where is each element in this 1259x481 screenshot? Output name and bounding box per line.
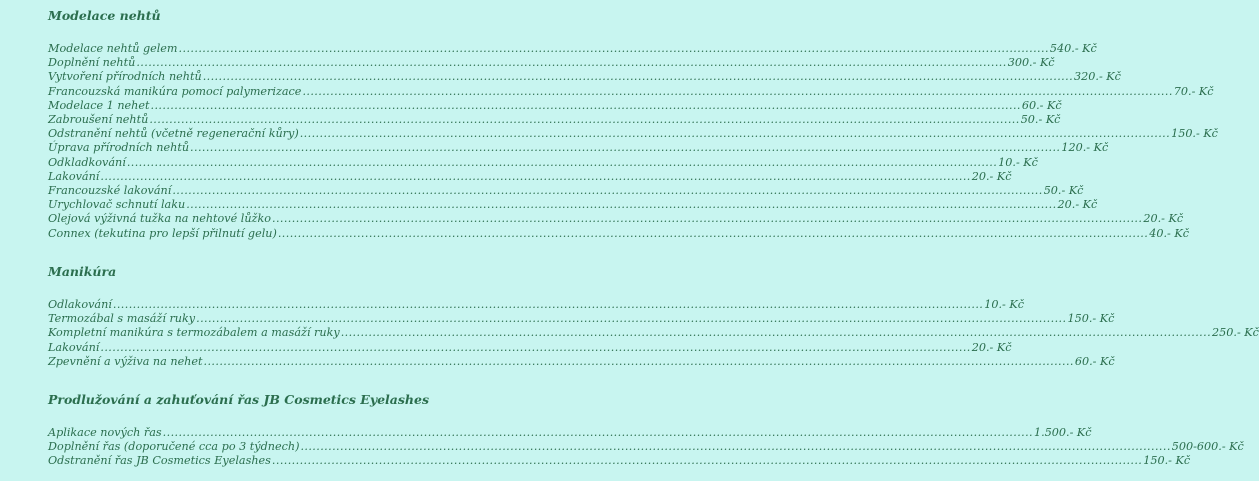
dot-leader: ............................................................................................................................................................................................................................ — [277, 226, 1149, 240]
service-price: 1.500.- Kč — [1034, 426, 1092, 439]
dot-leader: ............................................................................................................................................................................................................................ — [162, 426, 1034, 439]
service-price: 50.- Kč — [1020, 113, 1061, 127]
price-row — [48, 298, 1024, 312]
price-row — [48, 169, 1012, 184]
service-name: Lakování — [48, 340, 100, 354]
section-eyelashes — [48, 392, 1244, 469]
service-price: 60.- Kč — [1074, 354, 1115, 368]
service-price: 500-600.- Kč — [1171, 440, 1244, 454]
price-row — [48, 440, 1244, 454]
service-name: Francouzské lakování — [48, 184, 172, 198]
service-name: Odlakování — [48, 298, 112, 311]
service-name: Zabroušení nehtů — [48, 113, 149, 127]
service-price: 540.- Kč — [1049, 42, 1097, 55]
service-name: Connex (tekutina pro lepší přilnutí gelu) — [48, 226, 277, 240]
service-price: 150.- Kč — [1171, 127, 1218, 141]
service-name: Doplnění řas (doporučené cca po 3 týdnech) — [48, 440, 300, 454]
section-heading: Modelace nehtů — [48, 8, 161, 23]
service-price: 70.- Kč — [1173, 84, 1214, 98]
service-name: Zpevnění a výživa na nehet — [48, 354, 203, 368]
dot-leader: ............................................................................................................................................................................................................................ — [271, 212, 1143, 226]
price-row — [48, 326, 1259, 340]
section-nail-modeling — [48, 8, 1218, 241]
service-price: 10.- Kč — [984, 298, 1024, 311]
service-name: Aplikace nových řas — [48, 426, 162, 439]
dot-leader: ............................................................................................................................................................................................................................ — [100, 169, 971, 183]
service-price: 150.- Kč — [1143, 454, 1191, 468]
service-price: 60.- Kč — [1021, 98, 1062, 112]
service-name: Odkladkování — [48, 155, 126, 169]
dot-leader: ............................................................................................................................................................................................................................ — [126, 155, 998, 169]
service-price: 20.- Kč — [971, 169, 1012, 183]
price-row — [48, 454, 1191, 468]
service-price: 40.- Kč — [1149, 226, 1189, 240]
service-price: 250.- Kč — [1212, 326, 1259, 340]
dot-leader: ............................................................................................................................................................................................................................ — [172, 184, 1043, 198]
service-price: 20.- Kč — [1057, 198, 1098, 212]
price-row — [48, 84, 1214, 99]
section-heading: Manikúra — [48, 264, 117, 279]
service-name: Doplnění nehtů — [48, 56, 136, 70]
service-price: 300.- Kč — [1007, 56, 1055, 70]
price-row — [48, 354, 1115, 369]
service-name: Modelace nehtů gelem — [48, 42, 178, 55]
section-heading: Prodlužování a zahuťování řas JB Cosmetics Eyelashes — [48, 392, 430, 407]
dot-leader: ............................................................................................................................................................................................................................ — [202, 70, 1074, 84]
dot-leader: ............................................................................................................................................................................................................................ — [302, 84, 1173, 98]
service-price: 120.- Kč — [1061, 141, 1109, 155]
service-name: Úprava přírodních nehtů — [48, 141, 190, 155]
price-row — [48, 70, 1121, 84]
service-name: Urychlovač schnutí laku — [48, 198, 186, 212]
price-row — [48, 198, 1098, 212]
price-row — [48, 340, 1012, 355]
service-name: Vytvoření přírodních nehtů — [48, 70, 202, 84]
dot-leader: ............................................................................................................................................................................................................................ — [136, 56, 1007, 70]
price-row — [48, 98, 1062, 113]
service-name: Francouzská manikúra pomocí palymerizace — [48, 84, 302, 98]
dot-leader: ............................................................................................................................................................................................................................ — [190, 141, 1061, 155]
dot-leader: ............................................................................................................................................................................................................................ — [271, 454, 1143, 468]
dot-leader: ............................................................................................................................................................................................................................ — [299, 127, 1171, 141]
service-price: 20.- Kč — [1143, 212, 1184, 226]
price-rows — [48, 42, 1218, 241]
service-name: Kompletní manikúra s termozábalem a masáží ruky — [48, 326, 340, 340]
dot-leader: ............................................................................................................................................................................................................................ — [100, 340, 971, 354]
dot-leader: ............................................................................................................................................................................................................................ — [149, 113, 1020, 127]
price-row — [48, 155, 1038, 170]
service-name: Modelace 1 nehet — [48, 98, 150, 112]
price-row — [48, 184, 1084, 198]
price-row — [48, 226, 1189, 241]
dot-leader: ............................................................................................................................................................................................................................ — [178, 42, 1049, 55]
price-row — [48, 141, 1109, 155]
service-price: 20.- Kč — [971, 340, 1012, 354]
service-name: Termozábal s masáží ruky — [48, 312, 196, 326]
price-row — [48, 212, 1184, 226]
price-row — [48, 426, 1092, 440]
price-row — [48, 56, 1055, 70]
dot-leader: ............................................................................................................................................................................................................................ — [300, 440, 1171, 454]
service-name: Odstranění řas JB Cosmetics Eyelashes — [48, 454, 271, 468]
section-manicure — [48, 264, 1259, 369]
dot-leader: ............................................................................................................................................................................................................................ — [112, 298, 984, 311]
price-row — [48, 312, 1115, 326]
price-row — [48, 42, 1097, 56]
service-price: 320.- Kč — [1074, 70, 1121, 84]
dot-leader: ............................................................................................................................................................................................................................ — [150, 98, 1021, 112]
price-rows — [48, 426, 1244, 469]
service-price: 150.- Kč — [1067, 312, 1115, 326]
service-name: Lakování — [48, 169, 100, 183]
service-name: Olejová výživná tužka na nehtové lůžko — [48, 212, 271, 226]
dot-leader: ............................................................................................................................................................................................................................ — [203, 354, 1074, 368]
service-price: 50.- Kč — [1043, 184, 1084, 198]
dot-leader: ............................................................................................................................................................................................................................ — [196, 312, 1067, 326]
service-price: 10.- Kč — [998, 155, 1038, 169]
price-rows — [48, 298, 1259, 369]
service-name: Odstranění nehtů (včetně regenerační kůry) — [48, 127, 299, 141]
price-row — [48, 113, 1061, 127]
dot-leader: ............................................................................................................................................................................................................................ — [340, 326, 1212, 340]
price-row — [48, 127, 1218, 141]
dot-leader: ............................................................................................................................................................................................................................ — [186, 198, 1057, 212]
